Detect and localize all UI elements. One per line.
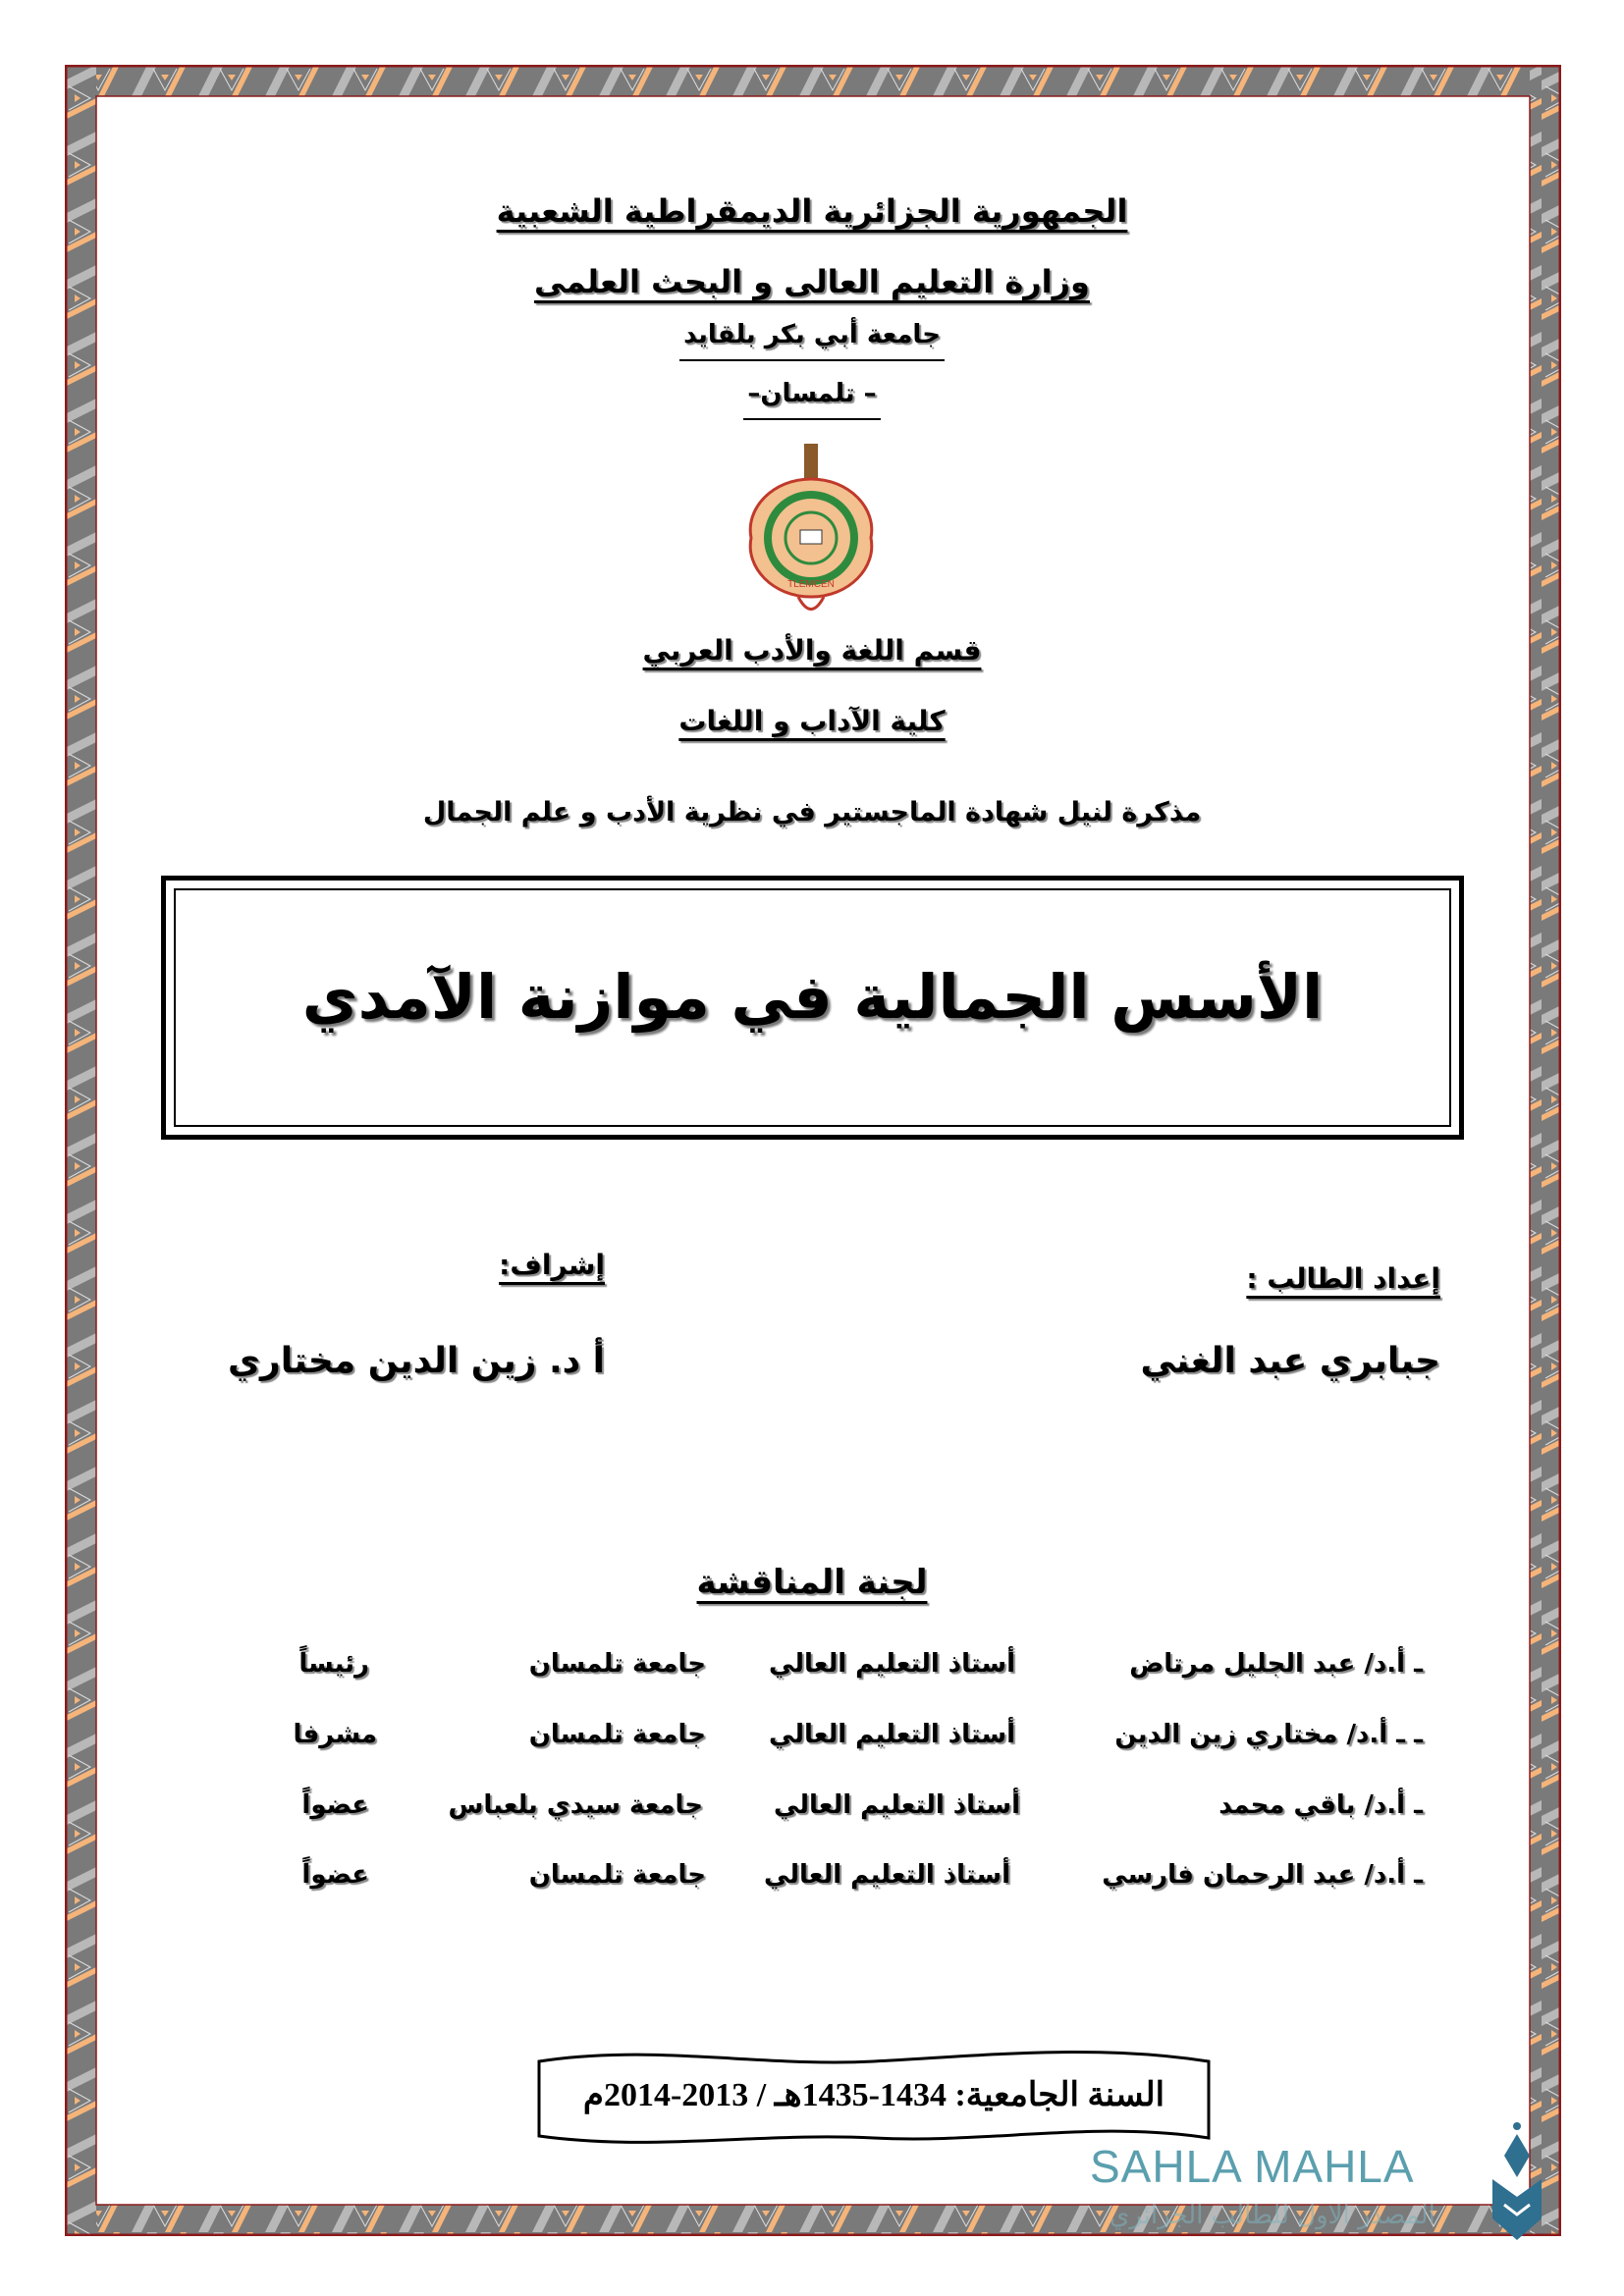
member-university: جامعة تلمسان <box>528 1649 706 1679</box>
university-name: جامعة أبي بكر بلقايد <box>679 320 945 361</box>
memo-description: مذكرة لنيل شهادة الماجستير في نظرية الأدب و علم الجمال <box>422 797 1202 828</box>
supervisor-label: إشراف: <box>499 1249 605 1281</box>
member-university: جامعة تلمسان <box>528 1860 706 1890</box>
member-name: ـ أ.د/ عبد الجليل مرتاض <box>1129 1649 1423 1679</box>
thesis-title: الأسس الجمالية في موازنة الآمدي <box>301 961 1324 1033</box>
city-name: – تلمسان– <box>743 379 880 420</box>
department-name: قسم اللغة والأدب العربي <box>642 634 982 667</box>
member-role: عضواً <box>301 1860 369 1890</box>
member-rank: أستاذ التعليم العالي <box>768 1649 1015 1679</box>
member-rank: أستاذ التعليم العالي <box>768 1720 1015 1749</box>
academic-year: السنة الجامعية: 1434-1435هـ / 2013-2014م <box>582 2077 1165 2113</box>
committee-heading: لجنة المناقشة <box>696 1563 928 1602</box>
student-name: جبابري عبد الغني <box>1140 1341 1440 1381</box>
member-university: جامعة سيدي بلعباس <box>448 1790 703 1820</box>
svg-text:TLEMCEN: TLEMCEN <box>787 579 835 590</box>
watermark-emblem-icon <box>1483 2120 1551 2244</box>
member-role: عضواً <box>301 1790 369 1820</box>
watermark-brand: SAHLA MAHLA <box>1090 2141 1415 2192</box>
title-box <box>161 876 1464 1140</box>
faculty-name: كلية الآداب و اللغات <box>678 705 946 737</box>
member-name: ـ ـ أ.د/ مختاري زين الدين <box>1114 1720 1423 1749</box>
member-rank: أستاذ التعليم العالي <box>773 1790 1020 1820</box>
member-name: ـ أ.د/ باقي محمد <box>1218 1790 1423 1820</box>
ministry-heading: وزارة التعليم العالى و البحث العلمى <box>534 263 1090 300</box>
watermark <box>1090 2120 1561 2248</box>
member-name: ـ أ.د/ عبد الرحمان فارسي <box>1102 1860 1423 1890</box>
member-rank: أستاذ التعليم العالي <box>763 1860 1010 1890</box>
student-label: إعداد الطالب : <box>1246 1262 1440 1295</box>
member-role: رئيساً <box>298 1649 369 1679</box>
watermark-tagline: المصدر الاول للطالب الجزائري <box>1110 2201 1435 2230</box>
republic-heading: الجمهورية الجزائرية الديمقراطية الشعبية <box>496 192 1128 230</box>
supervisor-name: أ د. زين الدين مختاري <box>228 1341 605 1381</box>
university-logo <box>741 440 881 624</box>
member-role: مشرفا <box>293 1720 377 1749</box>
member-university: جامعة تلمسان <box>528 1720 706 1749</box>
